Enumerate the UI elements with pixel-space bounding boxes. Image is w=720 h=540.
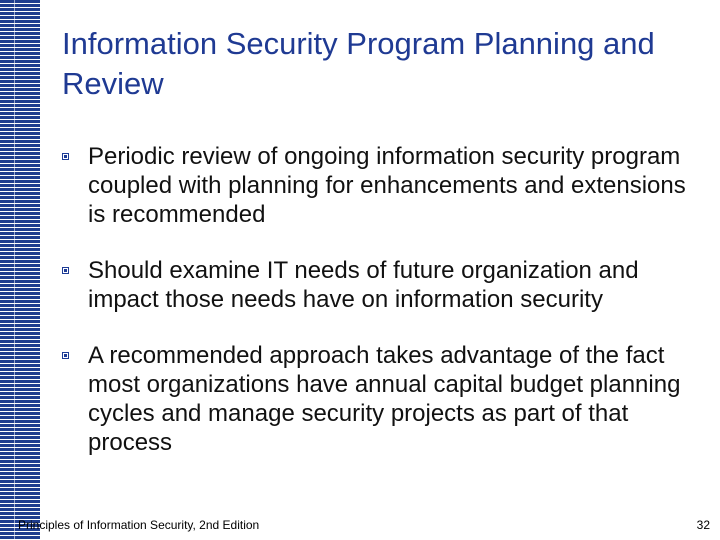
bullet-item: [62, 256, 692, 314]
bullet-item: [62, 142, 692, 229]
bullet-item: [62, 341, 692, 457]
bullet-text: Should examine IT needs of future organization and impact those needs have on information security: [88, 257, 639, 313]
slide-title: Information Security Program Planning and Review: [62, 26, 655, 101]
square-bullet-icon: [62, 267, 69, 274]
decorative-left-stripe: [0, 0, 40, 540]
bullet-list: [62, 142, 692, 484]
bullet-text: A recommended approach takes advantage of the fact most organizations have annual capital budget planning cycles and manage security projects as part of that process: [88, 342, 681, 456]
footer-source: Principles of Information Security, 2nd Edition: [18, 518, 260, 532]
page-number: 32: [696, 518, 710, 532]
square-bullet-icon: [62, 153, 69, 160]
square-bullet-icon: [62, 352, 69, 359]
bullet-text: Periodic review of ongoing information security program coupled with planning for enhancements and extensions is recommended: [88, 143, 686, 228]
